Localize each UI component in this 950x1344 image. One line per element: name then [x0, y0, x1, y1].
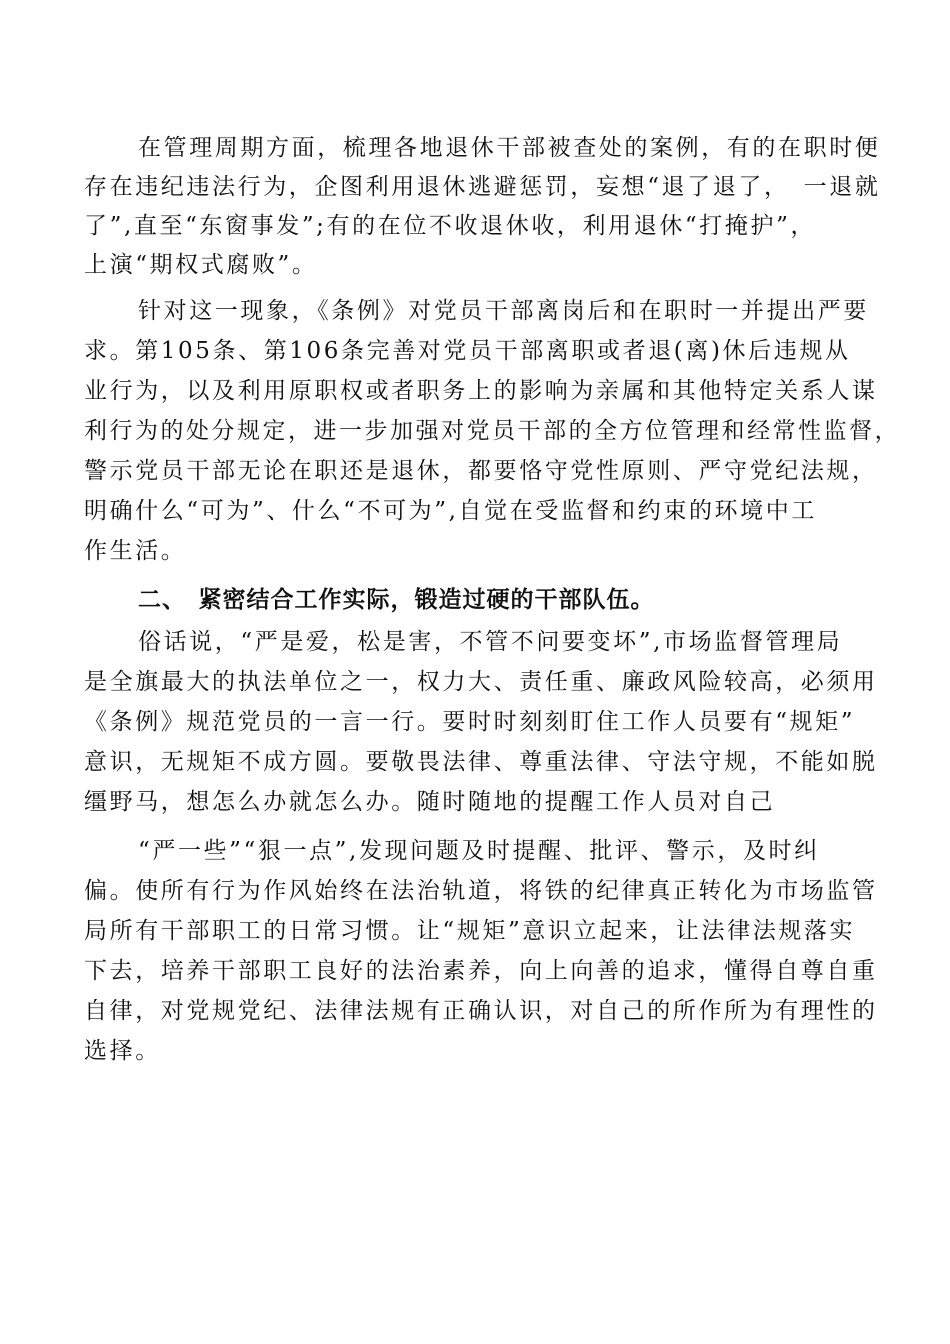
text-line: 局所有干部职工的日常习惯。让“规矩”意识立起来，让法律法规落实: [84, 918, 856, 944]
text-line: 利行为的处分规定，进一步加强对党员干部的全方位管理和经常性监督，: [84, 418, 901, 444]
text-line: “严一些”“狠一点”,发现问题及时提醒、批评、警示，及时纠: [138, 838, 820, 864]
text-line: 选择。: [84, 1038, 161, 1064]
text-line: 《条例》规范党员的一言一行。要时时刻刻盯住工作人员要有“规矩”: [84, 709, 856, 735]
text-line: 下去，培养干部职工良好的法治素养，向上向善的追求，懂得自尊自重: [84, 958, 878, 984]
text-line: 求。第105条、第106条完善对党员干部离职或者退(离)休后违规从: [84, 338, 851, 364]
text-line: 意识，无规矩不成方圆。要敬畏法律、尊重法律、守法守规，不能如脱: [84, 749, 878, 775]
text-line: 在管理周期方面，梳理各地退休干部被查处的案例，有的在职时便: [138, 135, 881, 161]
text-line: 业行为，以及利用原职权或者职务上的影响为亲属和其他特定关系人谋: [84, 378, 878, 404]
section-heading: 二、 紧密结合工作实际，锻造过硬的干部队伍。: [138, 587, 655, 613]
text-line: 明确什么“可为”、什么“不可为”,自觉在受监督和约束的环境中工: [84, 498, 817, 524]
text-line: 缰野马，想怎么办就怎么办。随时随地的提醒工作人员对自己: [84, 789, 776, 815]
text-line: 是全旗最大的执法单位之一，权力大、责任重、廉政风险较高，必须用: [84, 669, 878, 695]
text-line: 作生活。: [84, 538, 187, 564]
text-line: 警示党员干部无论在职还是退休，都要恪守党性原则、严守党纪法规，: [84, 458, 878, 484]
text-line: 俗话说，“严是爱，松是害，不管不问要变坏”,市场监督管理局: [138, 629, 843, 655]
text-line: 针对这一现象，《条例》对党员干部离岗后和在职时一并提出严要: [138, 298, 869, 324]
text-line: 了”,直至“东窗事发”;有的在位不收退休收，利用退休“打掩护”，: [84, 213, 817, 239]
text-line: 自律，对党规党纪、法律法规有正确认识，对自己的所作所为有理性的: [84, 998, 878, 1024]
text-line: 偏。使所有行为作风始终在法治轨道，将铁的纪律真正转化为市场监管: [84, 878, 878, 904]
text-line: 上演“期权式腐败”。: [84, 252, 318, 278]
text-line: 存在违纪违法行为，企图利用退休逃避惩罚，妄想“退了退了， 一退就: [84, 174, 881, 200]
